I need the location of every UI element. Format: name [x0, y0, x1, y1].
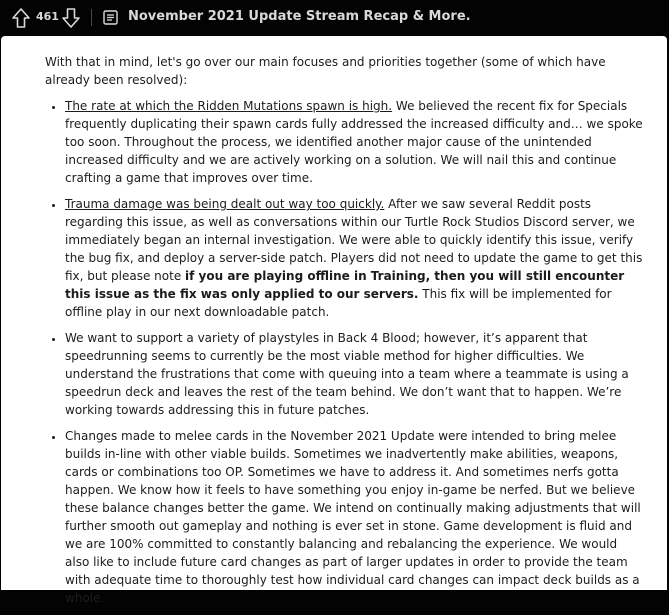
list-item-lead: The rate at which the Ridden Mutations spawn is high. — [65, 99, 393, 113]
list-item — [65, 195, 645, 321]
list-item — [65, 329, 645, 419]
list-item-text: After we saw several Reddit posts regarding this issue, as well as conversations within our Turtle Rock Studios Discord server, we immediately began an internal investigation. We were able to quickly identify this issue, verify the bug fix, and deploy a server-side patch. Players did not need to update the game to get this fix, but please note — [65, 197, 643, 283]
list-item — [65, 427, 645, 607]
text-post-icon — [103, 10, 118, 25]
list-item — [65, 97, 645, 187]
post-intro: With that in mind, let's go over our main focuses and priorities together (some of which have already been resolved): — [45, 55, 606, 87]
list-item-text: We believed the recent fix for Specials frequently duplicating their spawn cards fully addressed the increased difficulty and… we spoke too soon. Throughout the process, we identified another major cause of the unintended increased difficulty and we are actively working on a solution. We will nail this and continue crafting a game that improves over time. — [65, 99, 643, 185]
list-item-text: Changes made to melee cards in the November 2021 Update were intended to bring melee builds in-line with other viable builds. Sometimes we inadvertently make abilities, weapons, cards or combinations too OP. Sometimes we have to address it. And sometimes nerfs gotta happen. We know how it feels to have something you enjoy in-game be nerfed. But we believe these balance changes better the game. We intend on continually making adjustments that will further smooth out gameplay and nothing is ever set in stone. Game development is fluid and we are 100% committed to constantly balancing and rebalancing the experience. We would also like to include future card changes as part of larger updates in order to provide the team with adequate time to thoroughly test how individual card changes can impact deck builds as a whole. — [65, 429, 641, 605]
list-item-text: We want to support a variety of playstyles in Back 4 Blood; however, it’s apparent that speedrunning seems to currently be the most viable method for higher difficulties. We understand the frustrations that come with queuing into a team where a teammate is using a speedrun deck and leaves the rest of the team behind. We don’t want that to happen. We’re working towards addressing this in future patches. — [65, 331, 629, 417]
priority-list — [45, 97, 645, 607]
list-item-lead: Trauma damage was being dealt out way too quickly. — [65, 197, 385, 211]
list-item-tail: This fix will be implemented for offline play in our next downloadable patch. — [65, 287, 612, 319]
list-item-bold: if you are playing offline in Training, then you will still encounter this issue as the fix was only applied to our servers. — [65, 269, 625, 301]
post-body — [45, 53, 645, 615]
upvote-icon[interactable] — [12, 8, 30, 28]
downvote-icon[interactable] — [62, 8, 80, 28]
post-content — [1, 36, 667, 605]
vote-score: 461 — [36, 10, 59, 23]
post-title[interactable]: November 2021 Update Stream Recap & More. — [128, 9, 471, 24]
header-divider — [91, 9, 92, 26]
post-top-bar — [0, 0, 669, 36]
